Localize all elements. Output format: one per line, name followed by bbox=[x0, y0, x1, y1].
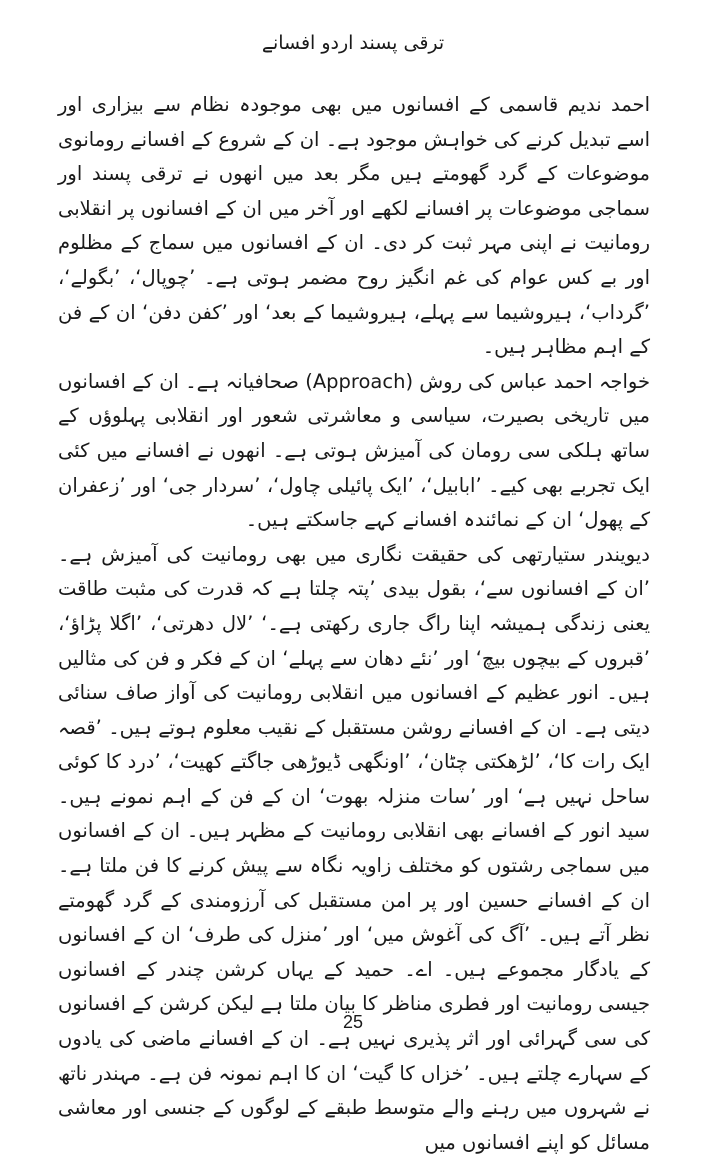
body-text bbox=[58, 88, 650, 1160]
paragraph-abbas: خواجہ احمد عباس کی روش (Approach) صحافیانہ ہے۔ ان کے افسانوں میں تاریخی بصیرت، سیاسی و معاشرتی شعور اور انقلابی پہلوؤں کے ساتھ ہلکی سی رومان کی آمیزش ہوتی ہے۔ انھوں نے افسانے میں کئی ایک تجربے بھی کیے۔ ’ابابیل‘، ’ایک پائیلی چاول‘، ’سردار جی‘ اور ’زعفران کے پھول‘ ان کے نمائندہ افسانے کہے جاسکتے ہیں۔ bbox=[58, 369, 651, 532]
paragraph-qasmi: احمد ندیم قاسمی کے افسانوں میں بھی موجودہ نظام سے بیزاری اور اسے تبدیل کرنے کی خواہش موجود ہے۔ ان کے شروع کے افسانے رومانوی موضوعات کے گرد گھومتے ہیں مگر بعد میں انھوں نے ترقی پسند اور سماجی موضوعات پر افسانے لکھے اور آخر میں ان کے افسانوں پر انقلابی رومانیت نے اپنی مہر ثبت کر دی۔ ان کے افسانوں میں سماج کے مظلوم اور بے کس عوام کی غم انگیز روح مضمر ہوتی ہے۔ ’چوپال‘، ’بگولے‘، ’گرداب‘، ہیروشیما سے پہلے، ہیروشیما کے بعد‘ اور ’کفن دفن‘ ان کے فن کے اہم مظاہر ہیں۔ bbox=[58, 93, 650, 359]
paragraph-satyarthi: دیویندر ستیارتھی کی حقیقت نگاری میں بھی رومانیت کی آمیزش ہے۔ ’ان کے افسانوں سے‘، بقول بیدی ’پتہ چلتا ہے کہ قدرت کی مثبت طاقت یعنی زندگی ہمیشہ اپنا راگ جاری رکھتی ہے۔‘ ’لال دھرتی‘، ’اگلا پڑاؤ‘، ’قبروں کے بیچوں بیچ‘ اور ’نئے دھان سے پہلے‘ ان کے فکر و فن کی مثالیں ہیں۔ انور عظیم کے افسانوں میں انقلابی رومانیت کی آواز صاف سنائی دیتی ہے۔ ان کے افسانے روشن مستقبل کے نقیب معلوم ہوتے ہیں۔ ’قصہ ایک رات کا‘، ’لڑھکتی چٹان‘، ’اونگھی ڈیوڑھی جاگتے کھیت‘، ’درد کا کوئی ساحل نہیں ہے‘ اور ’سات منزلہ بھوت‘ ان کے فن کے اہم نمونے ہیں۔ سید انور کے افسانے بھی انقلابی رومانیت کے مظہر ہیں۔ ان کے افسانوں میں سماجی رشتوں کو مختلف زاویہ نگاہ سے پیش کرنے کا فن ملتا ہے۔ ان کے افسانے حسین اور پر امن مستقبل کی آرزومندی کے گرد گھومتے نظر آتے ہیں۔ ’آگ کی آغوش میں‘ اور ’منزل کی طرف‘ ان کے افسانوں کے یادگار مجموعے ہیں۔ اے۔ حمید کے یہاں کرشن چندر کے افسانوں جیسی رومانیت اور فطری مناظر کا بیان ملتا ہے لیکن کرشن کے افسانوں کی سی گہرائی اور اثر پذیری نہیں ہے۔ ان کے افسانے ماضی کی یادوں کے سہارے چلتے ہیں۔ ’خزاں کا گیت‘ ان کا اہم نمونہ فن ہے۔ مہندر ناتھ نے شہروں میں رہنے والے متوسط طبقے کے لوگوں کے جنسی اور معاشی مسائل کو اپنے افسانوں میں bbox=[58, 542, 650, 1154]
page-number: 25 bbox=[342, 1012, 364, 1032]
running-header: ترقی پسند اردو افسانے bbox=[261, 32, 445, 54]
